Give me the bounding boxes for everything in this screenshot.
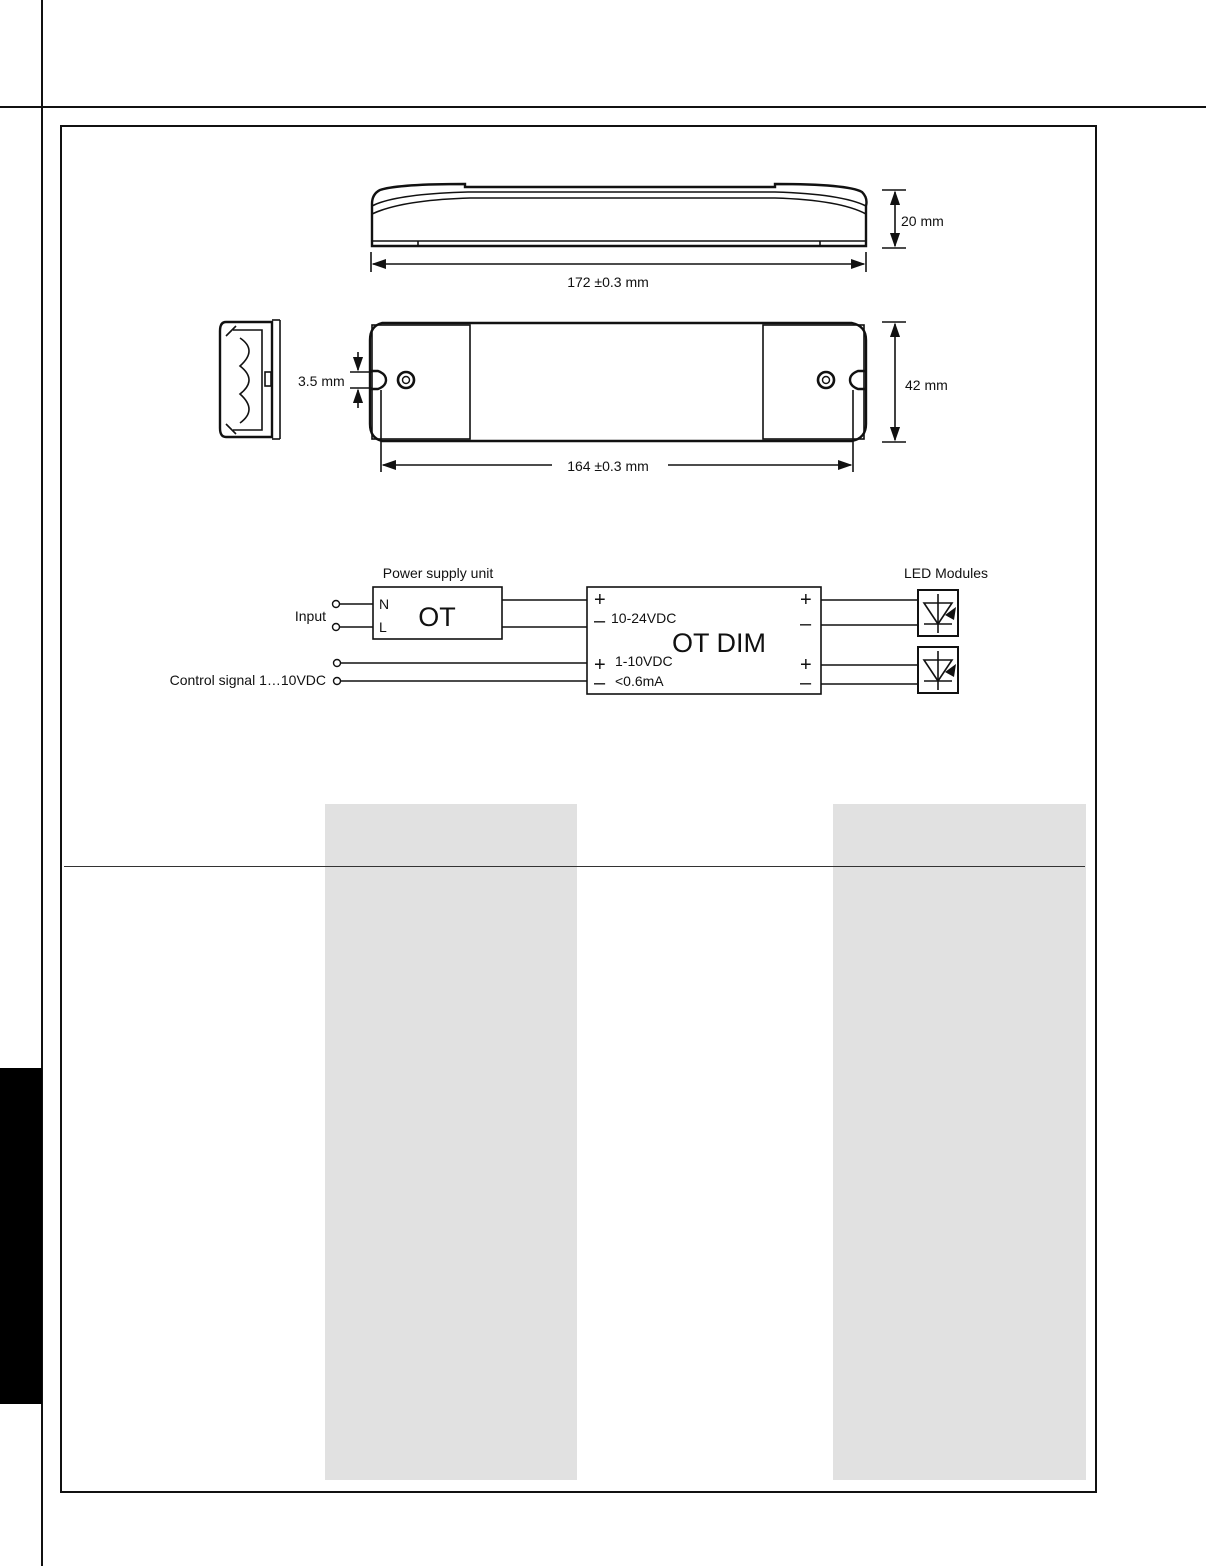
supply-minus: – [594, 610, 606, 632]
section-tab [0, 1068, 42, 1404]
led-module-2 [918, 647, 958, 693]
psu-terminal-l: L [379, 619, 387, 635]
led-title: LED Modules [903, 565, 989, 581]
length-dimension [371, 252, 866, 290]
psu-title: Power supply unit [382, 565, 494, 581]
dim-control-label: 1-10VDC [615, 653, 673, 669]
out1-minus: – [800, 613, 812, 635]
supply-plus: + [594, 589, 606, 611]
dim-supply-label: 10-24VDC [611, 610, 677, 626]
control-plus: + [594, 654, 606, 676]
dim-current-label: <0.6mA [615, 673, 664, 689]
length-label: 172 ±0.3 mm [567, 274, 649, 290]
technical-drawing [0, 0, 1206, 760]
height-label: 20 mm [901, 213, 944, 229]
slot-dimension [298, 352, 372, 408]
shaded-column-2 [833, 804, 1086, 1480]
hole-spacing-dimension [381, 390, 853, 474]
out2-minus: – [800, 672, 812, 694]
control-minus: – [594, 672, 606, 694]
side-view [372, 184, 867, 246]
top-view [370, 323, 866, 441]
led-module-1 [918, 590, 958, 636]
table-header-rule [64, 866, 1085, 867]
control-label: Control signal 1…10VDC [169, 672, 326, 688]
slot-label: 3.5 mm [298, 373, 345, 389]
shaded-column-1 [325, 804, 577, 1480]
psu-terminal-n: N [379, 596, 390, 612]
width-label: 42 mm [905, 377, 948, 393]
end-view [220, 320, 280, 439]
width-dimension [882, 322, 948, 442]
wiring-diagram [170, 565, 988, 694]
input-label: Input [294, 608, 326, 624]
height-dimension [882, 190, 944, 248]
dim-name: OT DIM [672, 628, 766, 658]
hole-spacing-label: 164 ±0.3 mm [567, 458, 649, 474]
out1-plus: + [800, 589, 812, 611]
out2-plus: + [800, 654, 812, 676]
psu-name: OT [418, 602, 456, 632]
